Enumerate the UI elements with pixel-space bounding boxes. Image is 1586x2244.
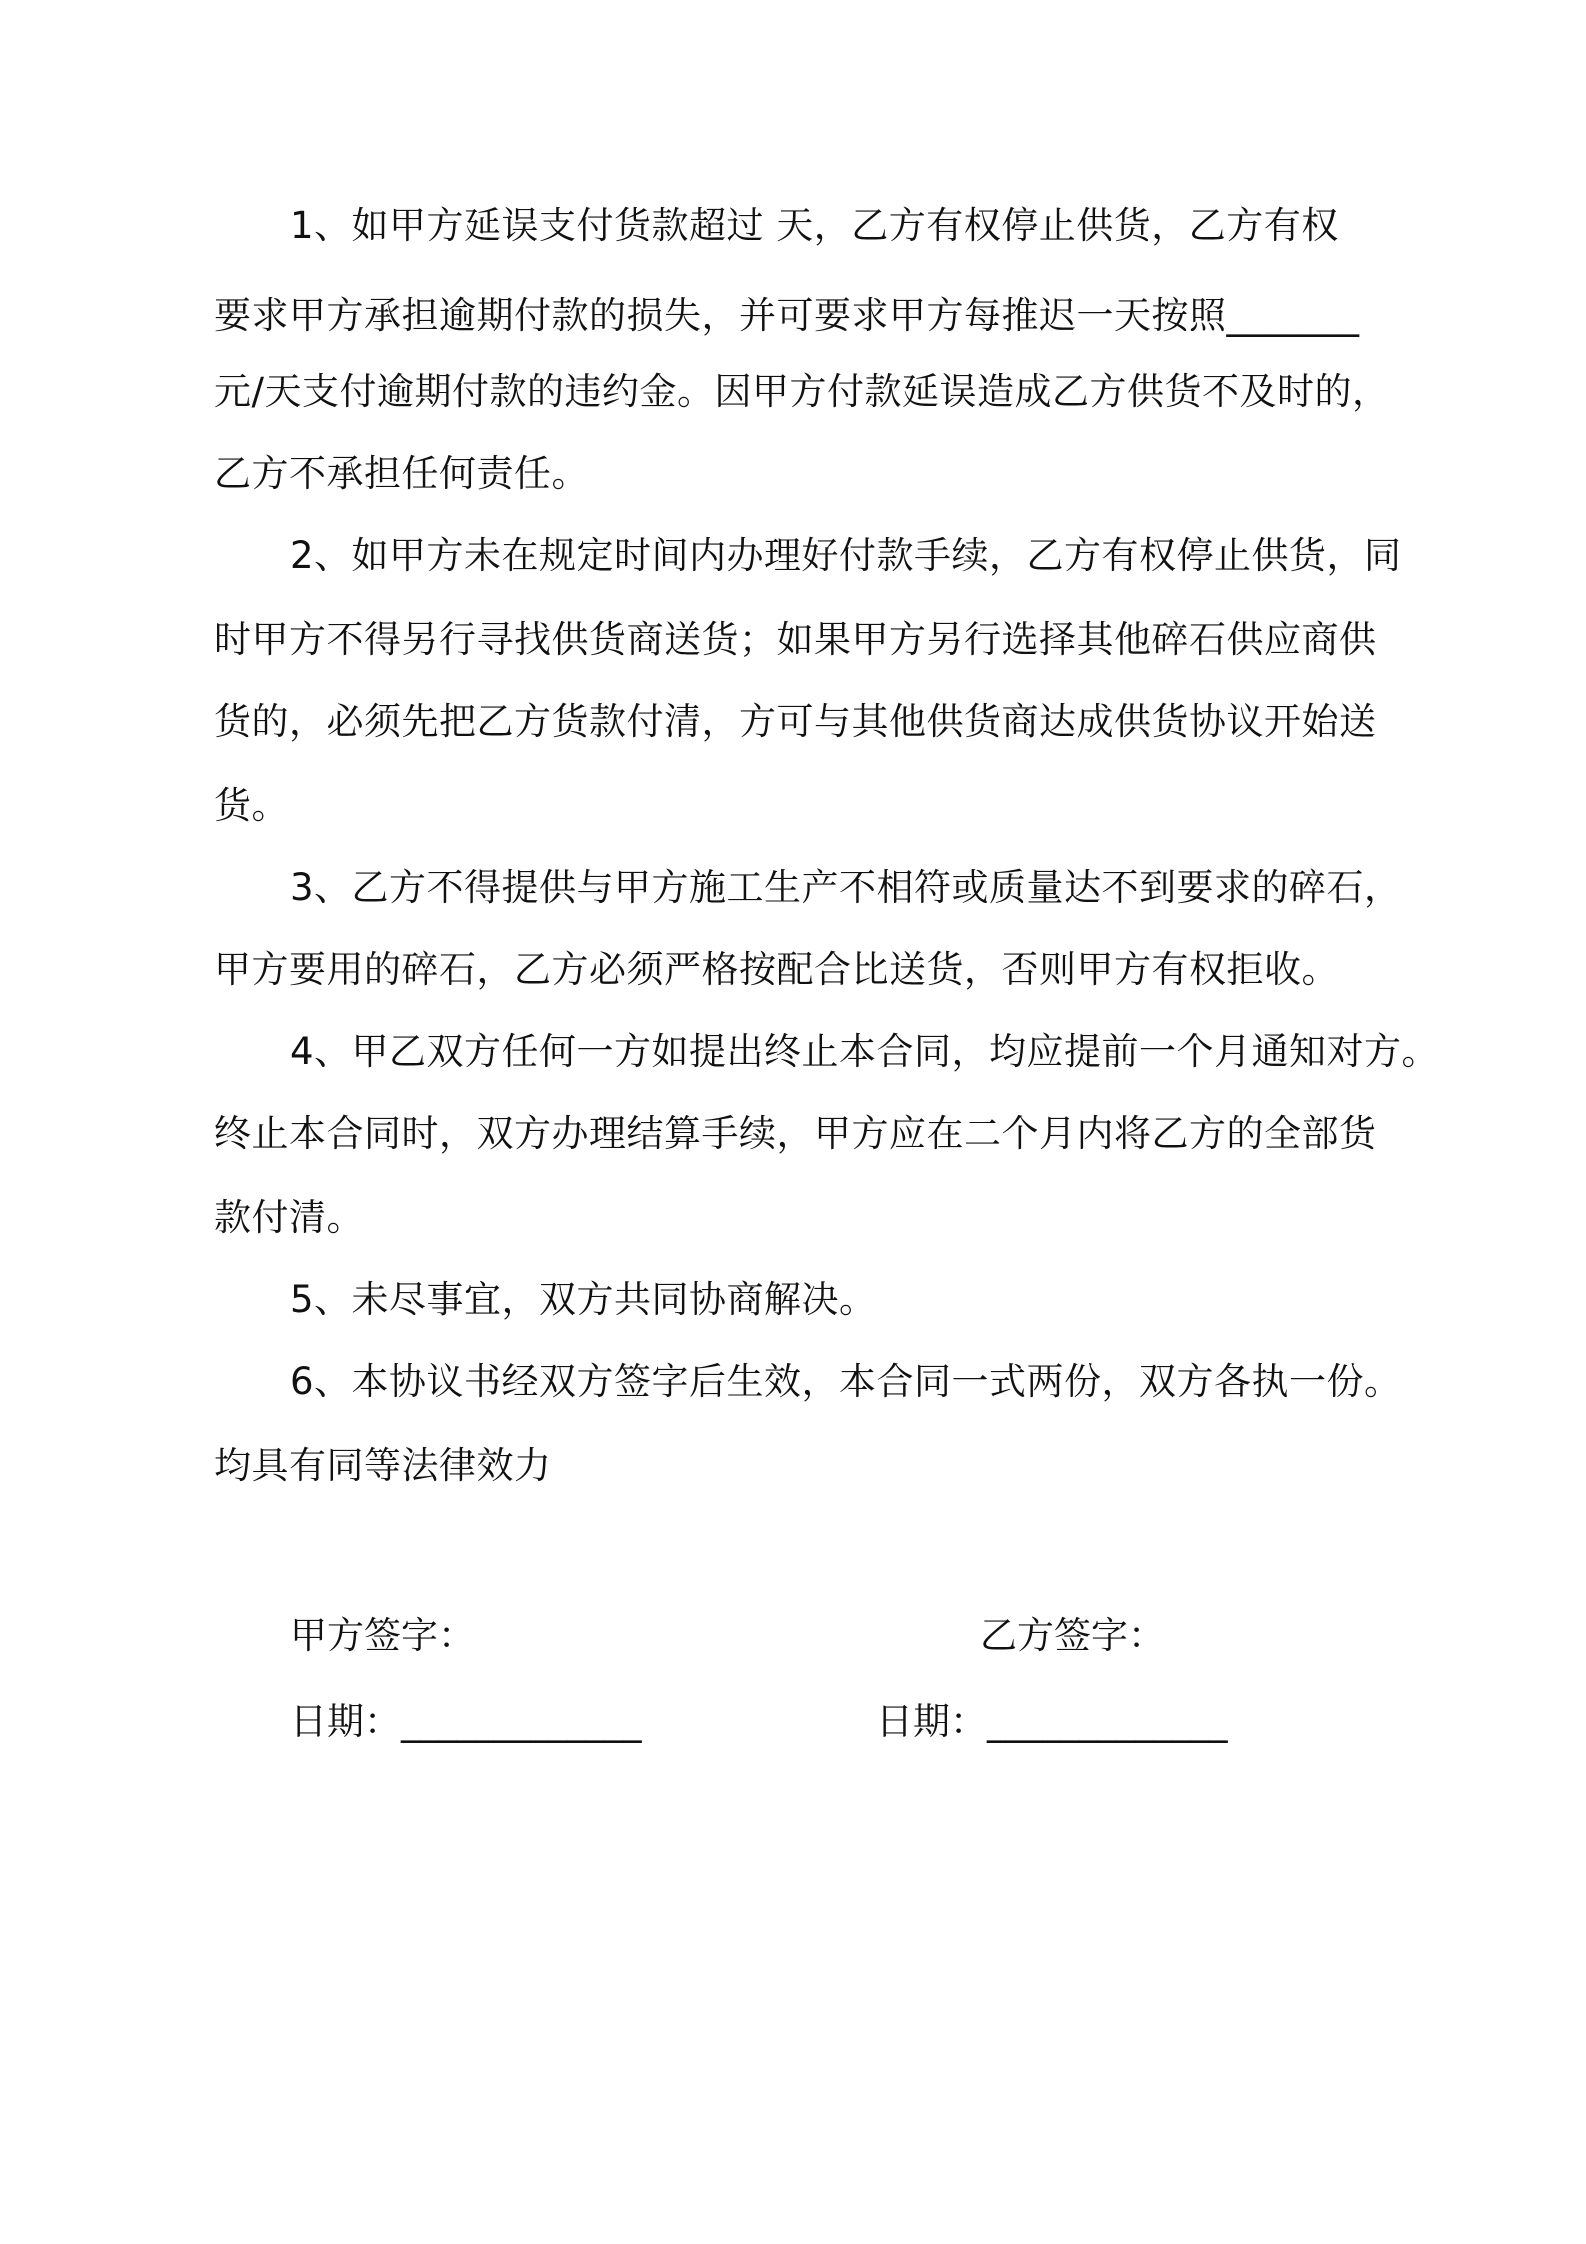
party-a-signature-label: 甲方签字： — [290, 1614, 475, 1657]
clause-6-line-1: 6、本协议书经双方签字后生效，本合同一式两份，双方各执一份。 — [290, 1360, 1402, 1403]
clause-4-line-3: 款付清。 — [214, 1196, 364, 1239]
clause-1-line-2: 要求甲方承担逾期付款的损失，并可要求甲方每推迟一天按照_______ — [214, 294, 1360, 337]
clause-1-line-4: 乙方不承担任何责任。 — [214, 452, 589, 495]
party-a-date-field: 日期：_____________ — [290, 1700, 642, 1743]
clause-3-line-2: 甲方要用的碎石，乙方必须严格按配合比送货，否则甲方有权拒收。 — [214, 948, 1339, 991]
clause-2-line-2: 时甲方不得另行寻找供货商送货；如果甲方另行选择其他碎石供应商供 — [214, 618, 1377, 661]
clause-4-line-2: 终止本合同时，双方办理结算手续，甲方应在二个月内将乙方的全部货 — [214, 1112, 1377, 1155]
clause-5-line-1: 5、未尽事宜，双方共同协商解决。 — [290, 1278, 877, 1321]
clause-4-line-1: 4、甲乙双方任何一方如提出终止本合同，均应提前一个月通知对方。 — [290, 1030, 1440, 1073]
clause-2-line-3: 货的，必须先把乙方货款付清，方可与其他供货商达成供货协议开始送 — [214, 700, 1377, 743]
clause-6-line-2: 均具有同等法律效力 — [214, 1444, 552, 1487]
party-b-date-field: 日期：_____________ — [876, 1700, 1228, 1743]
clause-1-line-3: 元/天支付逾期付款的违约金。因甲方付款延误造成乙方供货不及时的， — [214, 370, 1390, 413]
clause-1-line-1: 1、如甲方延误支付货款超过 天，乙方有权停止供货，乙方有权 — [290, 204, 1339, 247]
clause-2-line-1: 2、如甲方未在规定时间内办理好付款手续，乙方有权停止供货，同 — [290, 534, 1402, 577]
clause-2-line-4: 货。 — [214, 784, 289, 827]
clause-3-line-1: 3、乙方不得提供与甲方施工生产不相符或质量达不到要求的碎石， — [290, 866, 1402, 909]
party-b-signature-label: 乙方签字： — [980, 1614, 1165, 1657]
